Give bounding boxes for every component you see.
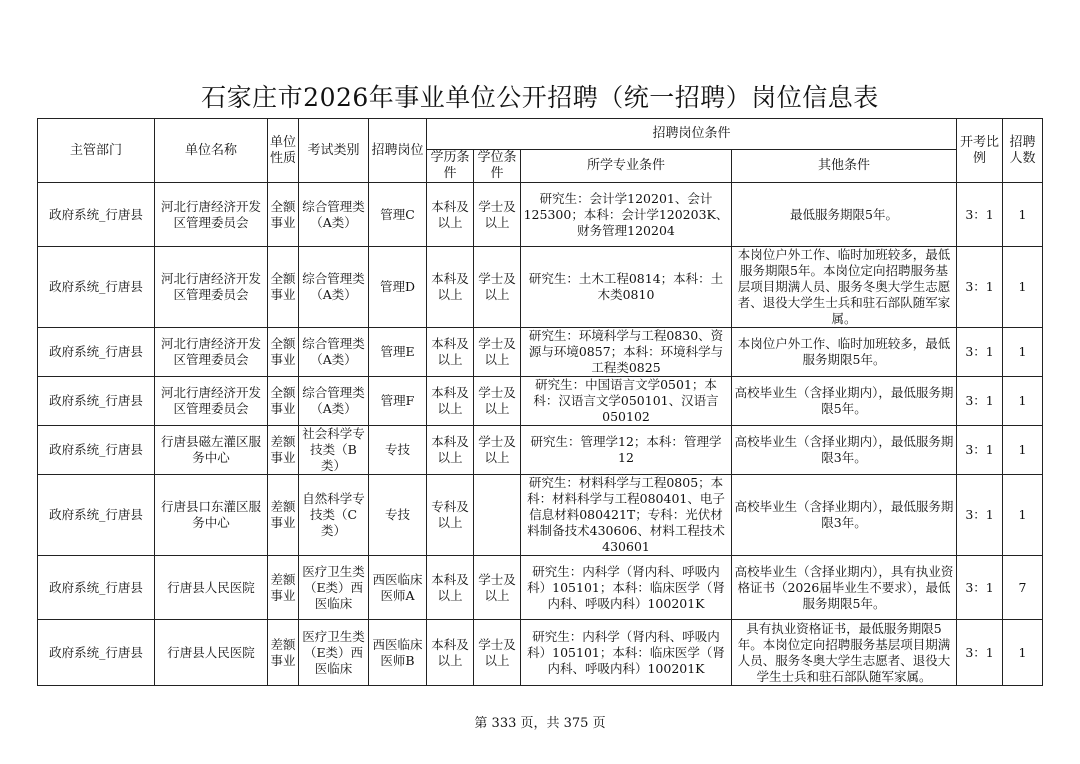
cell-dept: 政府系统_行唐县 <box>38 183 155 247</box>
header-nature: 单位性质 <box>268 119 299 183</box>
cell-other: 高校毕业生（含择业期内），最低服务期限3年。 <box>732 426 957 475</box>
cell-count: 1 <box>1003 426 1043 475</box>
header-ratio: 开考比例 <box>957 119 1003 183</box>
cell-unit: 河北行唐经济开发区管理委员会 <box>155 183 268 247</box>
cell-major: 研究生：环境科学与工程0830、资源与环境0857；本科：环境科学与工程类0825 <box>521 328 732 377</box>
cell-degree <box>474 475 521 556</box>
cell-other: 最低服务期限5年。 <box>732 183 957 247</box>
header-post: 招聘岗位 <box>369 119 427 183</box>
cell-ratio: 3：1 <box>957 426 1003 475</box>
cell-major: 研究生：内科学（肾内科、呼吸内科）105101；本科：临床医学（肾内科、呼吸内科）100201K <box>521 620 732 686</box>
cell-post: 管理C <box>369 183 427 247</box>
cell-major: 研究生：土木工程0814；本科：土木类0810 <box>521 247 732 328</box>
cell-major: 研究生：中国语言文学0501；本科：汉语言文学050101、汉语言050102 <box>521 377 732 426</box>
header-count: 招聘人数 <box>1003 119 1043 183</box>
cell-nature: 差额事业 <box>268 556 299 620</box>
cell-nature: 差额事业 <box>268 475 299 556</box>
cell-dept: 政府系统_行唐县 <box>38 620 155 686</box>
cell-count: 7 <box>1003 556 1043 620</box>
cell-post: 西医临床医师B <box>369 620 427 686</box>
cell-other: 本岗位户外工作、临时加班较多，最低服务期限5年。本岗位定向招聘服务基层项目期满人员、服务冬奥大学生志愿者、退役大学生士兵和驻石部队随军家属。 <box>732 247 957 328</box>
cell-degree: 学士及以上 <box>474 556 521 620</box>
table-row <box>38 328 1043 377</box>
cell-ratio: 3：1 <box>957 475 1003 556</box>
page-title: 石家庄市2026年事业单位公开招聘（统一招聘）岗位信息表 <box>201 83 879 112</box>
table-row <box>38 377 1043 426</box>
cell-count: 1 <box>1003 475 1043 556</box>
cell-dept: 政府系统_行唐县 <box>38 426 155 475</box>
cell-exam: 医疗卫生类（E类）西医临床 <box>299 620 369 686</box>
cell-degree: 学士及以上 <box>474 426 521 475</box>
cell-post: 专技 <box>369 475 427 556</box>
header-dept: 主管部门 <box>38 119 155 183</box>
header-edu: 学历条件 <box>427 150 474 183</box>
cell-edu: 本科及以上 <box>427 377 474 426</box>
cell-nature: 全额事业 <box>268 247 299 328</box>
header-major: 所学专业条件 <box>521 150 732 183</box>
cell-unit: 行唐县磁左灌区服务中心 <box>155 426 268 475</box>
cell-exam: 综合管理类（A类） <box>299 247 369 328</box>
cell-post: 专技 <box>369 426 427 475</box>
cell-other: 高校毕业生（含择业期内），最低服务期限5年。 <box>732 377 957 426</box>
cell-post: 管理E <box>369 328 427 377</box>
header-conditions: 招聘岗位条件 <box>427 119 957 150</box>
cell-post: 管理D <box>369 247 427 328</box>
header-unit: 单位名称 <box>155 119 268 183</box>
cell-exam: 综合管理类（A类） <box>299 377 369 426</box>
cell-edu: 本科及以上 <box>427 556 474 620</box>
cell-count: 1 <box>1003 183 1043 247</box>
cell-dept: 政府系统_行唐县 <box>38 556 155 620</box>
cell-unit: 河北行唐经济开发区管理委员会 <box>155 247 268 328</box>
cell-nature: 全额事业 <box>268 328 299 377</box>
cell-edu: 专科及以上 <box>427 475 474 556</box>
header-exam: 考试类别 <box>299 119 369 183</box>
cell-nature: 全额事业 <box>268 183 299 247</box>
cell-nature: 差额事业 <box>268 426 299 475</box>
cell-exam: 综合管理类（A类） <box>299 183 369 247</box>
cell-other: 具有执业资格证书，最低服务期限5年。本岗位定向招聘服务基层项目期满人员、服务冬奥大学生志愿者、退役大学生士兵和驻石部队随军家属。 <box>732 620 957 686</box>
cell-count: 1 <box>1003 247 1043 328</box>
cell-unit: 河北行唐经济开发区管理委员会 <box>155 328 268 377</box>
cell-count: 1 <box>1003 620 1043 686</box>
cell-exam: 医疗卫生类（E类）西医临床 <box>299 556 369 620</box>
cell-post: 西医临床医师A <box>369 556 427 620</box>
cell-ratio: 3：1 <box>957 247 1003 328</box>
job-table <box>37 118 1043 686</box>
cell-exam: 自然科学专技类（C类） <box>299 475 369 556</box>
table-row <box>38 183 1043 247</box>
cell-dept: 政府系统_行唐县 <box>38 475 155 556</box>
cell-other: 本岗位户外工作、临时加班较多，最低服务期限5年。 <box>732 328 957 377</box>
cell-exam: 综合管理类（A类） <box>299 328 369 377</box>
cell-dept: 政府系统_行唐县 <box>38 328 155 377</box>
cell-edu: 本科及以上 <box>427 247 474 328</box>
cell-major: 研究生：材料科学与工程0805；本科：材料科学与工程080401、电子信息材料080421T；专科：光伏材料制备技术430606、材料工程技术430601 <box>521 475 732 556</box>
cell-edu: 本科及以上 <box>427 426 474 475</box>
cell-count: 1 <box>1003 328 1043 377</box>
table-row <box>38 620 1043 686</box>
cell-unit: 行唐县人民医院 <box>155 556 268 620</box>
header-degree: 学位条件 <box>474 150 521 183</box>
cell-degree: 学士及以上 <box>474 183 521 247</box>
table-row <box>38 556 1043 620</box>
cell-ratio: 3：1 <box>957 377 1003 426</box>
cell-exam: 社会科学专技类（B类） <box>299 426 369 475</box>
cell-dept: 政府系统_行唐县 <box>38 247 155 328</box>
header-other: 其他条件 <box>732 150 957 183</box>
cell-other: 高校毕业生（含择业期内），最低服务期限3年。 <box>732 475 957 556</box>
cell-unit: 行唐县口东灌区服务中心 <box>155 475 268 556</box>
cell-nature: 全额事业 <box>268 377 299 426</box>
cell-unit: 河北行唐经济开发区管理委员会 <box>155 377 268 426</box>
cell-other: 高校毕业生（含择业期内），具有执业资格证书（2026届毕业生不要求），最低服务期限5年。 <box>732 556 957 620</box>
table-row <box>38 426 1043 475</box>
cell-edu: 本科及以上 <box>427 620 474 686</box>
table-row <box>38 475 1043 556</box>
cell-ratio: 3：1 <box>957 328 1003 377</box>
cell-major: 研究生：会计学120201、会计125300；本科：会计学120203K、财务管理120204 <box>521 183 732 247</box>
cell-dept: 政府系统_行唐县 <box>38 377 155 426</box>
cell-edu: 本科及以上 <box>427 183 474 247</box>
cell-post: 管理F <box>369 377 427 426</box>
cell-degree: 学士及以上 <box>474 620 521 686</box>
page-footer: 第 333 页，共 375 页 <box>474 716 606 731</box>
cell-ratio: 3：1 <box>957 183 1003 247</box>
cell-major: 研究生：管理学12；本科：管理学12 <box>521 426 732 475</box>
cell-edu: 本科及以上 <box>427 328 474 377</box>
cell-ratio: 3：1 <box>957 556 1003 620</box>
cell-count: 1 <box>1003 377 1043 426</box>
cell-degree: 学士及以上 <box>474 328 521 377</box>
cell-degree: 学士及以上 <box>474 247 521 328</box>
cell-ratio: 3：1 <box>957 620 1003 686</box>
cell-unit: 行唐县人民医院 <box>155 620 268 686</box>
cell-major: 研究生：内科学（肾内科、呼吸内科）105101；本科：临床医学（肾内科、呼吸内科）100201K <box>521 556 732 620</box>
table-row <box>38 247 1043 328</box>
cell-nature: 差额事业 <box>268 620 299 686</box>
cell-degree: 学士及以上 <box>474 377 521 426</box>
